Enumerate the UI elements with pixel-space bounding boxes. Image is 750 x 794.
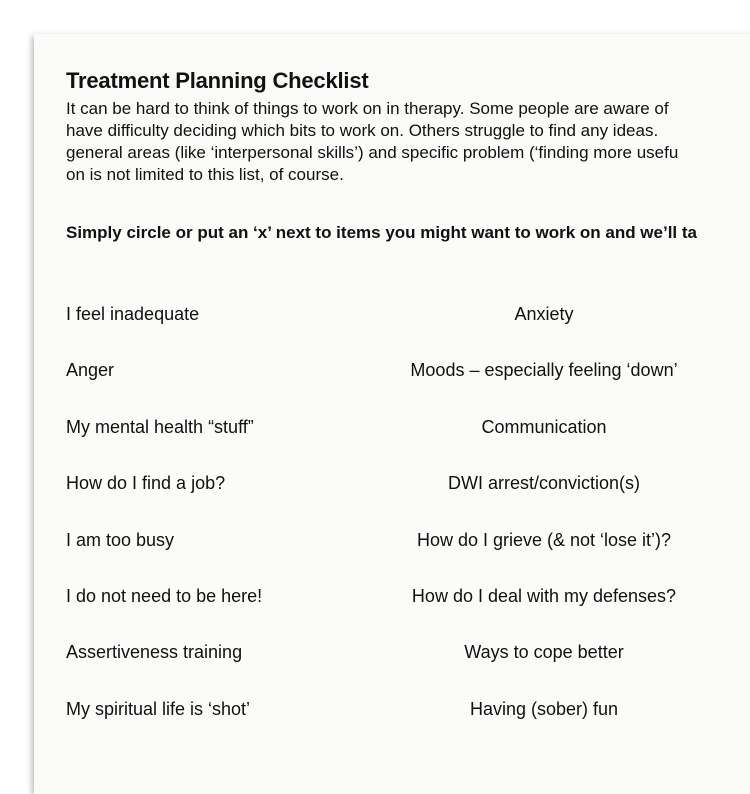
page-title: Treatment Planning Checklist: [66, 68, 369, 93]
checklist-item-right: How do I grieve (& not ‘lose it’)?: [416, 530, 672, 550]
checklist-item-left: Anger: [66, 360, 115, 380]
intro-paragraph: [66, 98, 750, 186]
intro-line: have difficulty deciding which bits to work on. Others struggle to find any ideas.: [66, 121, 659, 140]
checklist-item-right: DWI arrest/conviction(s): [447, 473, 641, 493]
checklist-item-left: I am too busy: [66, 530, 175, 550]
checklist-item-right: Anxiety: [514, 304, 574, 324]
checklist-item-right: Ways to cope better: [464, 642, 624, 662]
checklist-item-left: How do I find a job?: [66, 473, 226, 493]
checklist-item-right: How do I deal with my defenses?: [411, 586, 677, 606]
intro-line: It can be hard to think of things to work on in therapy. Some people are aware of: [66, 99, 669, 118]
checklist-item-left: I do not need to be here!: [66, 586, 263, 606]
checklist-item-left: My spiritual life is ‘shot’: [66, 699, 251, 719]
checklist-item-left: My mental health “stuff”: [66, 417, 254, 437]
instruction-text: Simply circle or put an ‘x’ next to items you might want to work on and we’ll ta: [66, 223, 697, 242]
intro-line: general areas (like ‘interpersonal skills’) and specific problem (‘finding more usefu: [66, 143, 679, 162]
checklist-item-left: I feel inadequate: [66, 304, 200, 324]
intro-line: on is not limited to this list, of course.: [66, 165, 344, 184]
checklist-item-right: Having (sober) fun: [469, 699, 619, 719]
checklist-item-right: Communication: [481, 417, 607, 437]
checklist-item-right: Moods – especially feeling ‘down’: [410, 360, 678, 380]
checklist-item-left: Assertiveness training: [66, 642, 243, 662]
checklist-page: [34, 34, 750, 794]
